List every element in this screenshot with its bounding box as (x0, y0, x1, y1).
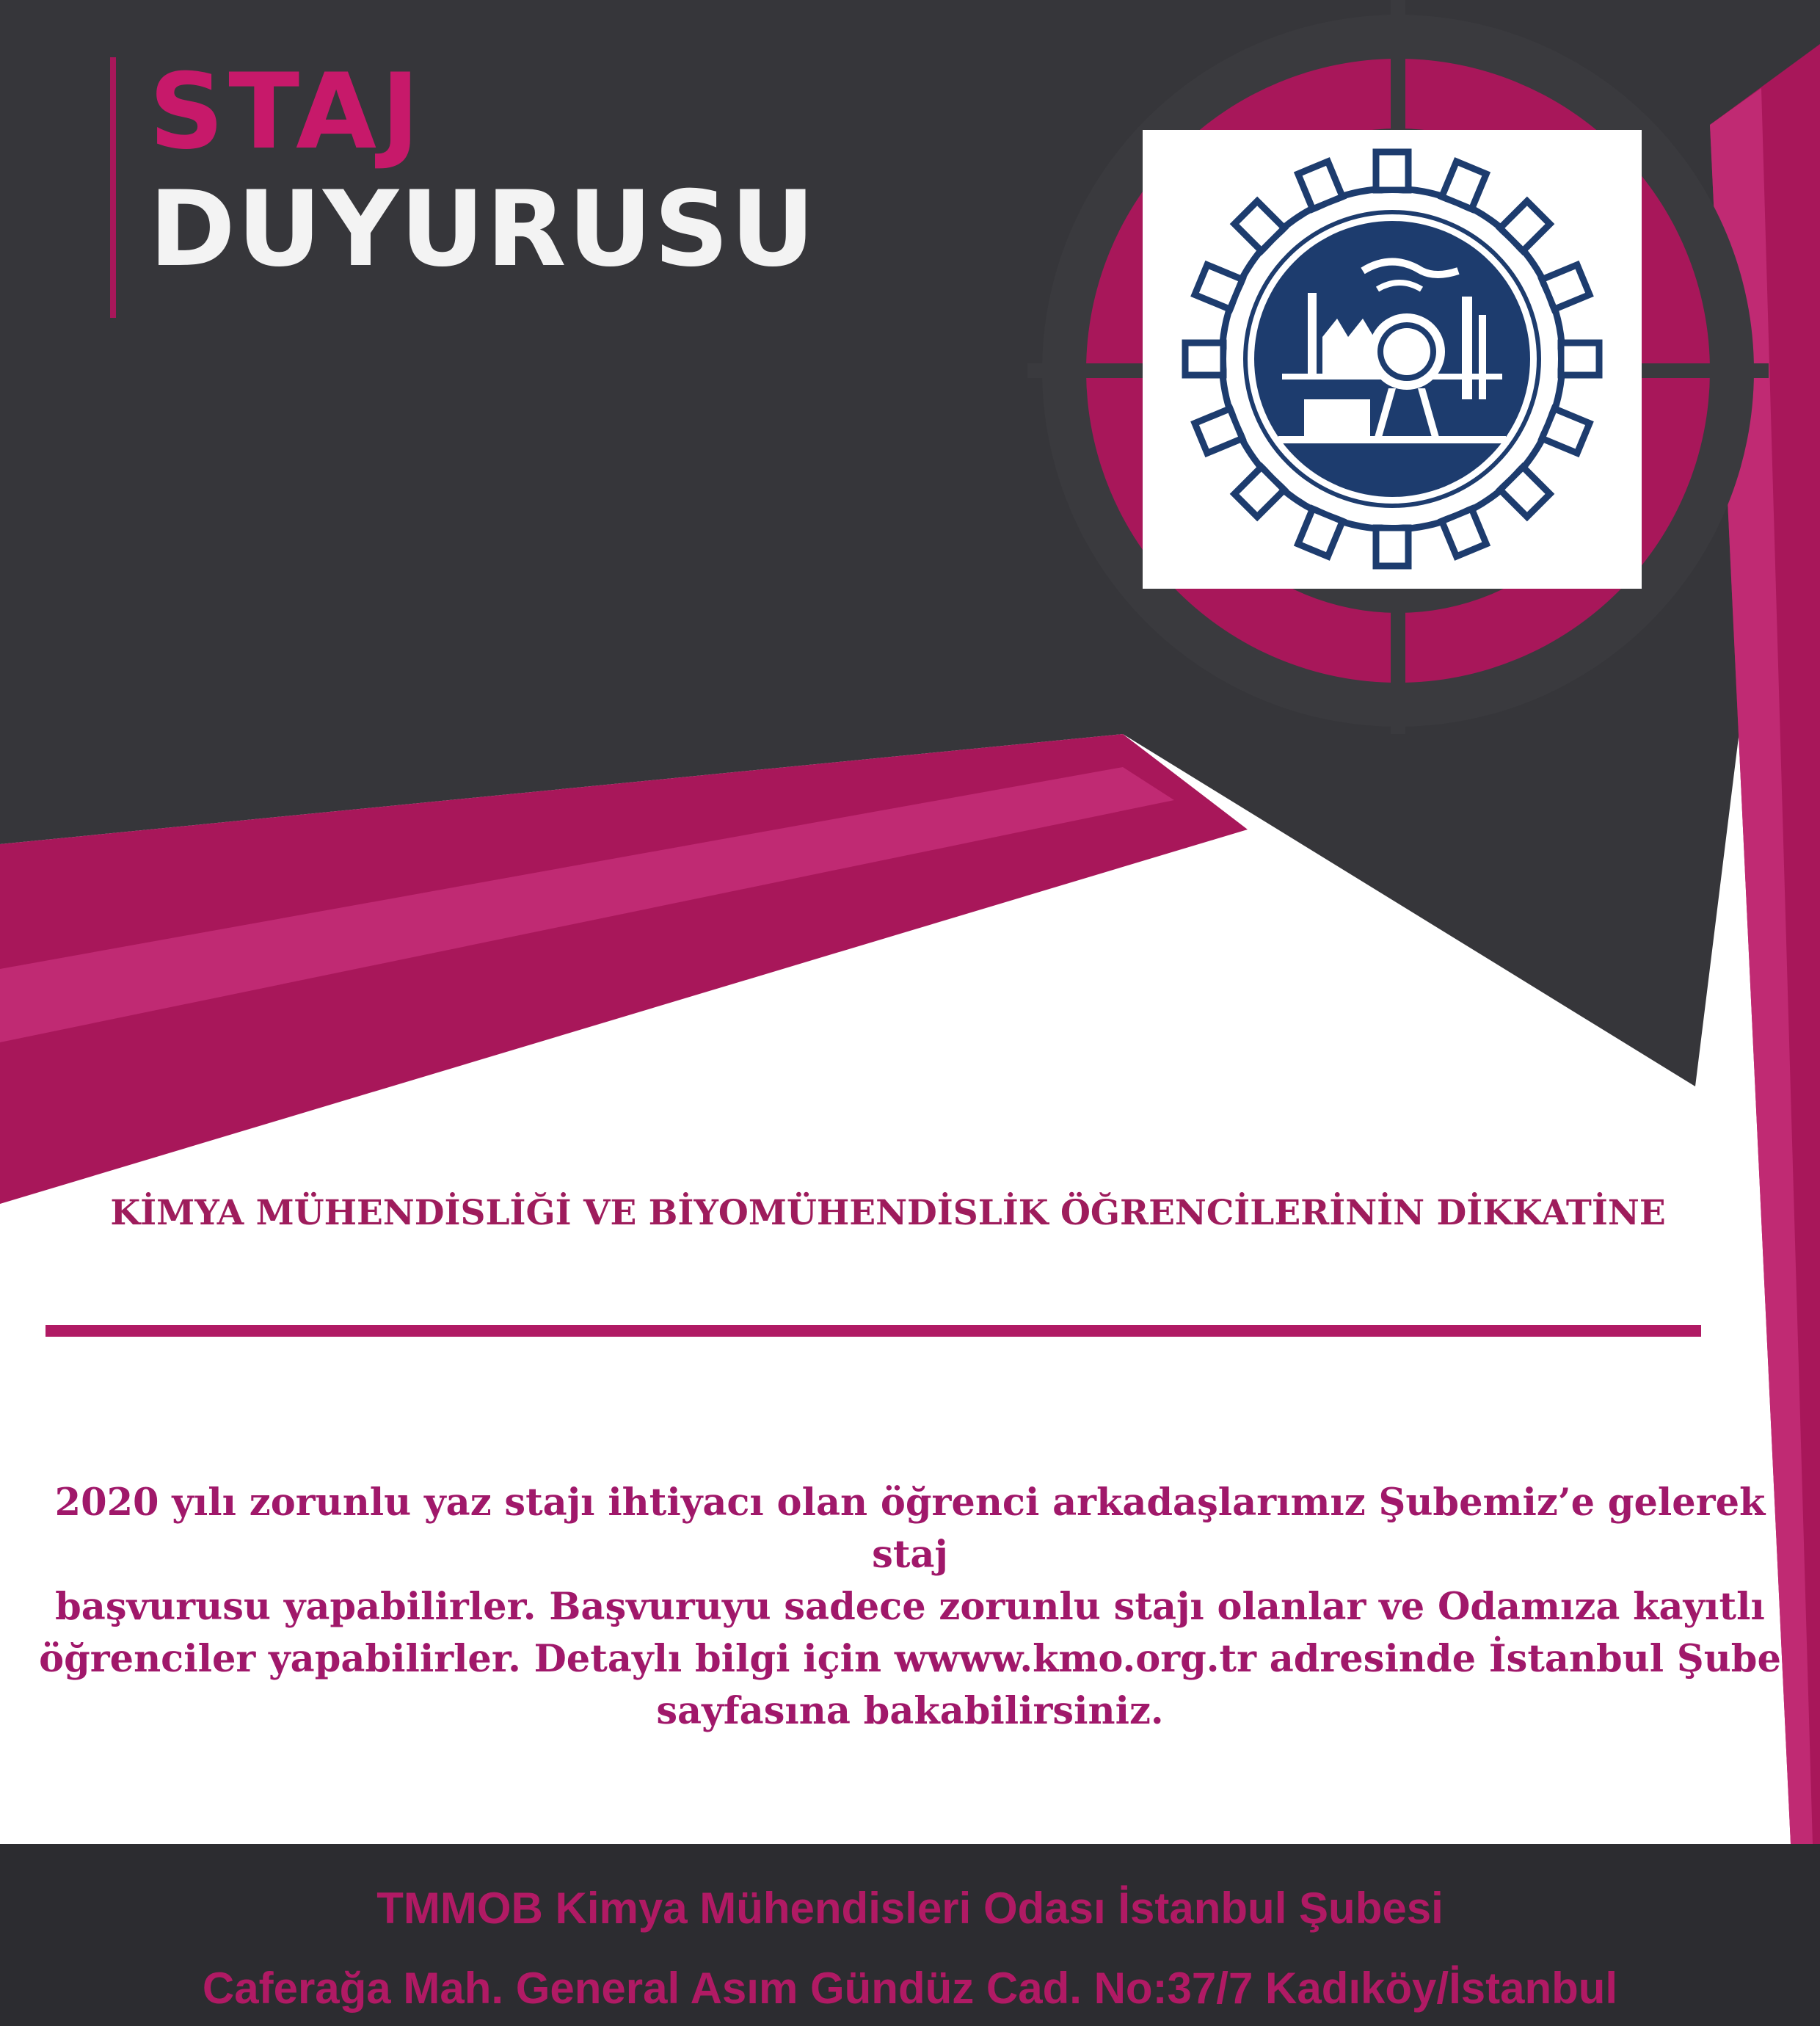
body-line: sayfasına bakabilirsiniz. (656, 1689, 1164, 1733)
title-duyurusu: DUYURUSU (149, 169, 817, 290)
footer-organization: TMMOB Kimya Mühendisleri Odası İstanbul Şubesi (376, 1884, 1444, 1933)
footer-address: Caferağa Mah. General Asım Gündüz Cad. No:37/7 Kadıköy/İstanbul (202, 1964, 1618, 2013)
body-line: başvurusu yapabilirler. Başvuruyu sadece zorunlu stajı olanlar ve Odamıza kayıtlı (55, 1585, 1765, 1629)
logo (1143, 130, 1642, 589)
announcement-heading: KİMYA MÜHENDİSLİĞİ VE BİYOMÜHENDİSLİK ÖĞRENCİLERİNİN DİKKATİNE (110, 1193, 1666, 1233)
announcement-title (110, 51, 817, 318)
title-staj: STAJ (149, 51, 424, 173)
divider (46, 1325, 1701, 1337)
body-line: 2020 yılı zorunlu yaz stajı ihtiyacı olan öğrenci arkadaşlarımız Şubemiz’e gelerek staj (54, 1481, 1766, 1577)
body-line: öğrenciler yapabilirler. Detaylı bilgi için wwww.kmo.org.tr adresinde İstanbul Şube (39, 1637, 1781, 1681)
chemical-engineers-chamber-logo-icon (1143, 130, 1642, 589)
announcement-body (29, 1477, 1791, 1738)
